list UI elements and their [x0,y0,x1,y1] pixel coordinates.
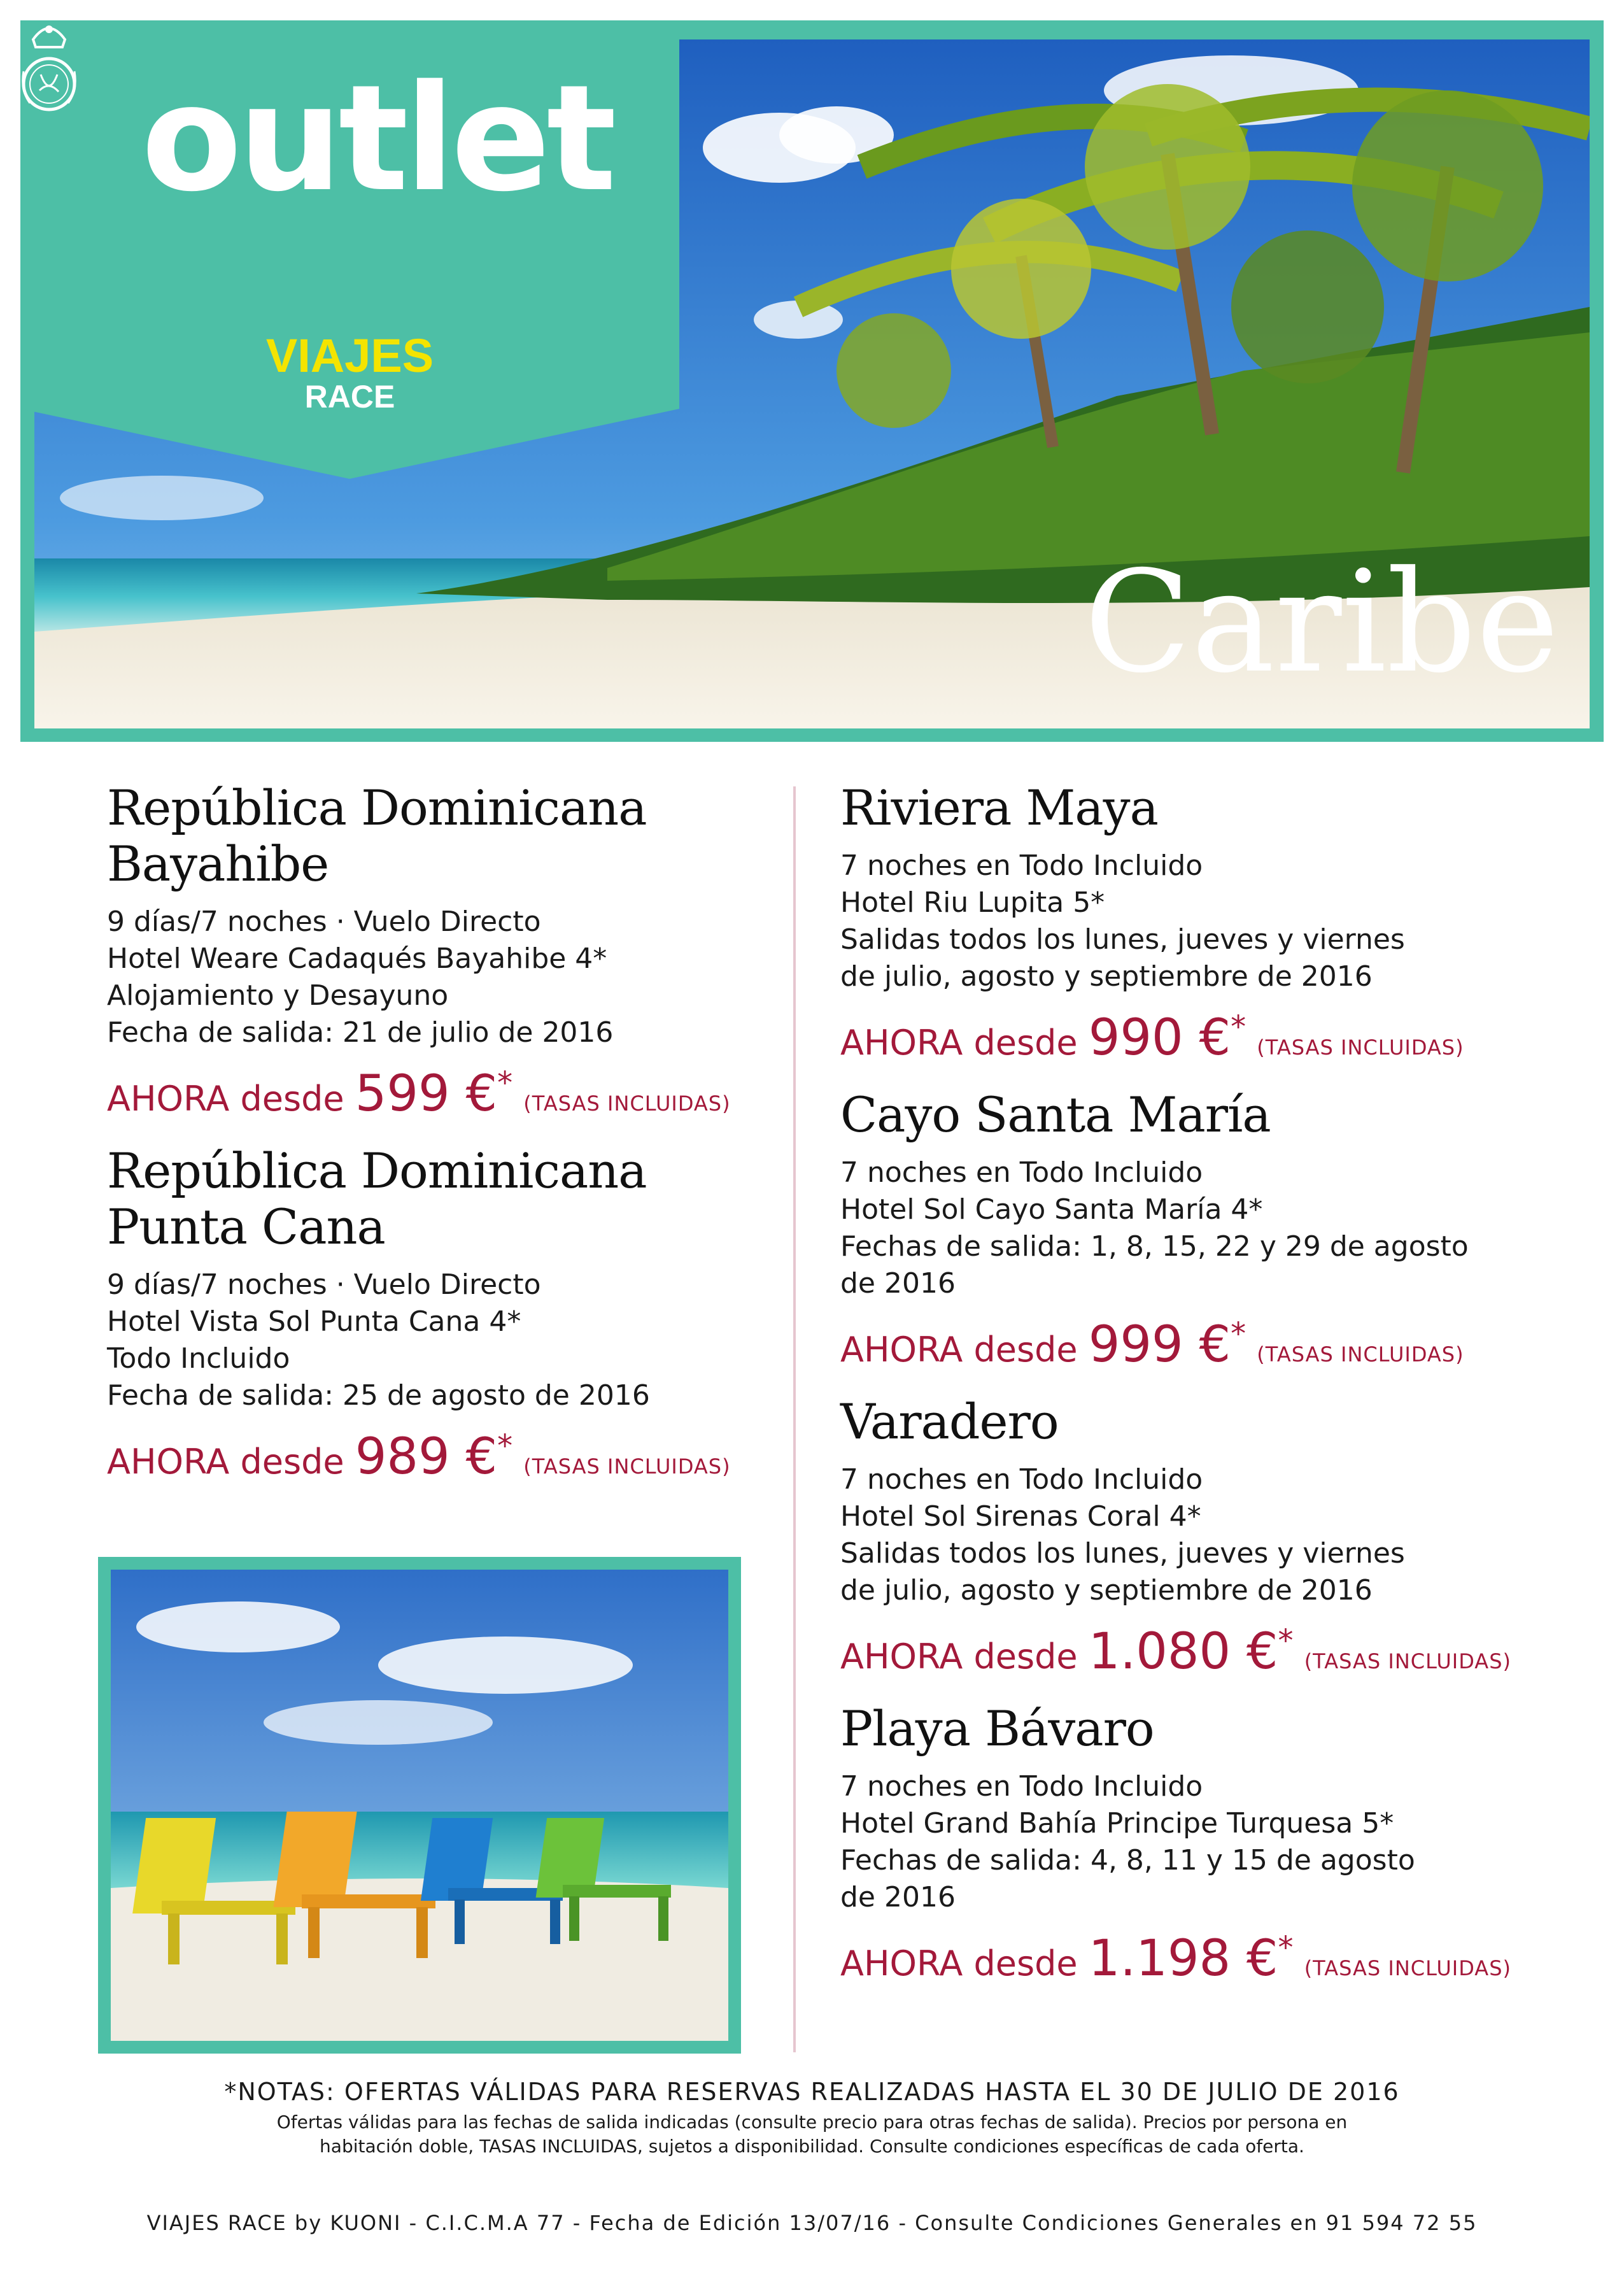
price-asterisk: * [497,1065,513,1101]
price-asterisk: * [497,1428,513,1464]
offer-title-line: República Dominicana [107,779,647,836]
offer-riviera-maya [840,780,1572,1073]
column-divider [793,786,796,2052]
offer-punta-cana [107,1143,775,1492]
offer-title-line: Bayahibe [107,835,329,892]
notes-body [0,2110,1624,2159]
price-amount: 599 € [355,1065,498,1123]
outlet-badge [20,20,679,479]
brand-name-race: RACE [304,379,395,415]
offer-details [840,1768,1572,1916]
offer-detail-line: Todo Incluido [107,1342,290,1375]
offer-details [840,1461,1572,1609]
offer-price [107,1063,775,1129]
price-asterisk: * [1231,1316,1246,1352]
offer-detail-line: 7 noches en Todo Incluido [840,1463,1203,1496]
offer-detail-line: Fecha de salida: 21 de julio de 2016 [107,1016,614,1049]
offer-detail-line: 9 días/7 noches · Vuelo Directo [107,1268,541,1301]
brand-name-viajes: VIAJES [265,329,434,382]
outlet-title: outlet [141,54,613,224]
beach-chairs-photo [111,1570,728,2041]
offer-title: Riviera Maya [840,779,1158,836]
price-amount: 1.080 € [1088,1623,1278,1680]
price-prefix: AHORA desde [840,1330,1078,1370]
offer-detail-line: Fecha de salida: 25 de agosto de 2016 [107,1379,650,1412]
notes-line: habitación doble, TASAS INCLUIDAS, sujetos a disponibilidad. Consulte condiciones específicas de cada oferta. [320,2136,1304,2157]
offer-title: Varadero [840,1393,1059,1450]
price-amount: 990 € [1088,1009,1231,1067]
offers-right-column [840,780,1572,1994]
price-amount: 999 € [1088,1316,1231,1374]
offer-title [107,1143,775,1255]
offer-detail-line: Hotel Weare Cadaqués Bayahibe 4* [107,942,607,975]
price-taxes-note: (TASAS INCLUIDAS) [1304,1649,1511,1673]
offer-detail-line: Alojamiento y Desayuno [107,979,449,1012]
offer-title: Cayo Santa María [840,1086,1271,1143]
offer-cayo-santa-maria [840,1087,1572,1380]
price-taxes-note: (TASAS INCLUIDAS) [1304,1956,1511,1980]
offer-detail-line: de julio, agosto y septiembre de 2016 [840,960,1373,993]
notes-section [0,2077,1624,2159]
offer-playa-bavaro [840,1701,1572,1994]
price-amount: 989 € [355,1428,498,1486]
offer-price [107,1426,775,1492]
price-asterisk: * [1231,1009,1246,1045]
offer-detail-line: de julio, agosto y septiembre de 2016 [840,1574,1373,1607]
price-asterisk: * [1278,1623,1294,1659]
offer-details [840,1154,1572,1302]
offer-detail-line: 9 días/7 noches · Vuelo Directo [107,905,541,938]
offer-detail-line: Hotel Riu Lupita 5* [840,886,1105,919]
offer-price [840,1621,1572,1687]
destination-title: Caribe [1084,541,1559,704]
offer-title [107,780,775,892]
offer-detail-line: Hotel Sol Cayo Santa María 4* [840,1193,1263,1226]
notes-title: *NOTAS: OFERTAS VÁLIDAS PARA RESERVAS REALIZADAS HASTA EL 30 DE JULIO DE 2016 [224,2078,1400,2106]
offer-price [840,1314,1572,1380]
price-prefix: AHORA desde [107,1442,344,1482]
offer-detail-line: Salidas todos los lunes, jueves y viernes [840,923,1405,956]
offer-varadero [840,1394,1572,1687]
beach-chairs-photo-frame [98,1557,741,2054]
offer-detail-line: Hotel Vista Sol Punta Cana 4* [107,1305,521,1338]
price-taxes-note: (TASAS INCLUIDAS) [523,1091,731,1116]
offer-detail-line: 7 noches en Todo Incluido [840,1770,1203,1803]
offer-detail-line: 7 noches en Todo Incluido [840,849,1203,882]
offer-details [840,848,1572,995]
crest-logo-icon [20,20,78,129]
price-amount: 1.198 € [1088,1930,1278,1987]
offer-title-line: República Dominicana [107,1142,647,1199]
offer-detail-line: Hotel Grand Bahía Principe Turquesa 5* [840,1807,1394,1840]
offer-title: Playa Bávaro [840,1700,1154,1757]
offer-detail-line: Fechas de salida: 1, 8, 15, 22 y 29 de agosto [840,1230,1469,1263]
offer-price [840,1928,1572,1994]
offer-title-line: Punta Cana [107,1198,385,1255]
offer-detail-line: Salidas todos los lunes, jueves y viernes [840,1537,1405,1570]
offer-details [107,904,775,1051]
offer-detail-line: de 2016 [840,1881,956,1913]
notes-line: Ofertas válidas para las fechas de salida indicadas (consulte precio para otras fechas de salida). Precios por persona en [276,2112,1348,2133]
price-taxes-note: (TASAS INCLUIDAS) [523,1454,731,1479]
price-prefix: AHORA desde [840,1023,1078,1063]
offer-detail-line: 7 noches en Todo Incluido [840,1156,1203,1189]
offer-bayahibe [107,780,775,1129]
hero-banner [20,20,1604,742]
price-asterisk: * [1278,1930,1294,1966]
offers-left-column [107,780,775,1492]
price-taxes-note: (TASAS INCLUIDAS) [1257,1342,1464,1367]
offer-details [107,1267,775,1414]
offer-price [840,1007,1572,1073]
price-prefix: AHORA desde [107,1079,344,1119]
offer-detail-line: Hotel Sol Sirenas Coral 4* [840,1500,1201,1533]
price-prefix: AHORA desde [840,1636,1078,1677]
footer-legal: VIAJES RACE by KUONI - C.I.C.M.A 77 - Fecha de Edición 13/07/16 - Consulte Condiciones Generales en 91 594 72 55 [146,2211,1478,2235]
offer-detail-line: de 2016 [840,1267,956,1300]
offer-detail-line: Fechas de salida: 4, 8, 11 y 15 de agosto [840,1844,1415,1877]
price-taxes-note: (TASAS INCLUIDAS) [1257,1035,1464,1060]
price-prefix: AHORA desde [840,1943,1078,1984]
